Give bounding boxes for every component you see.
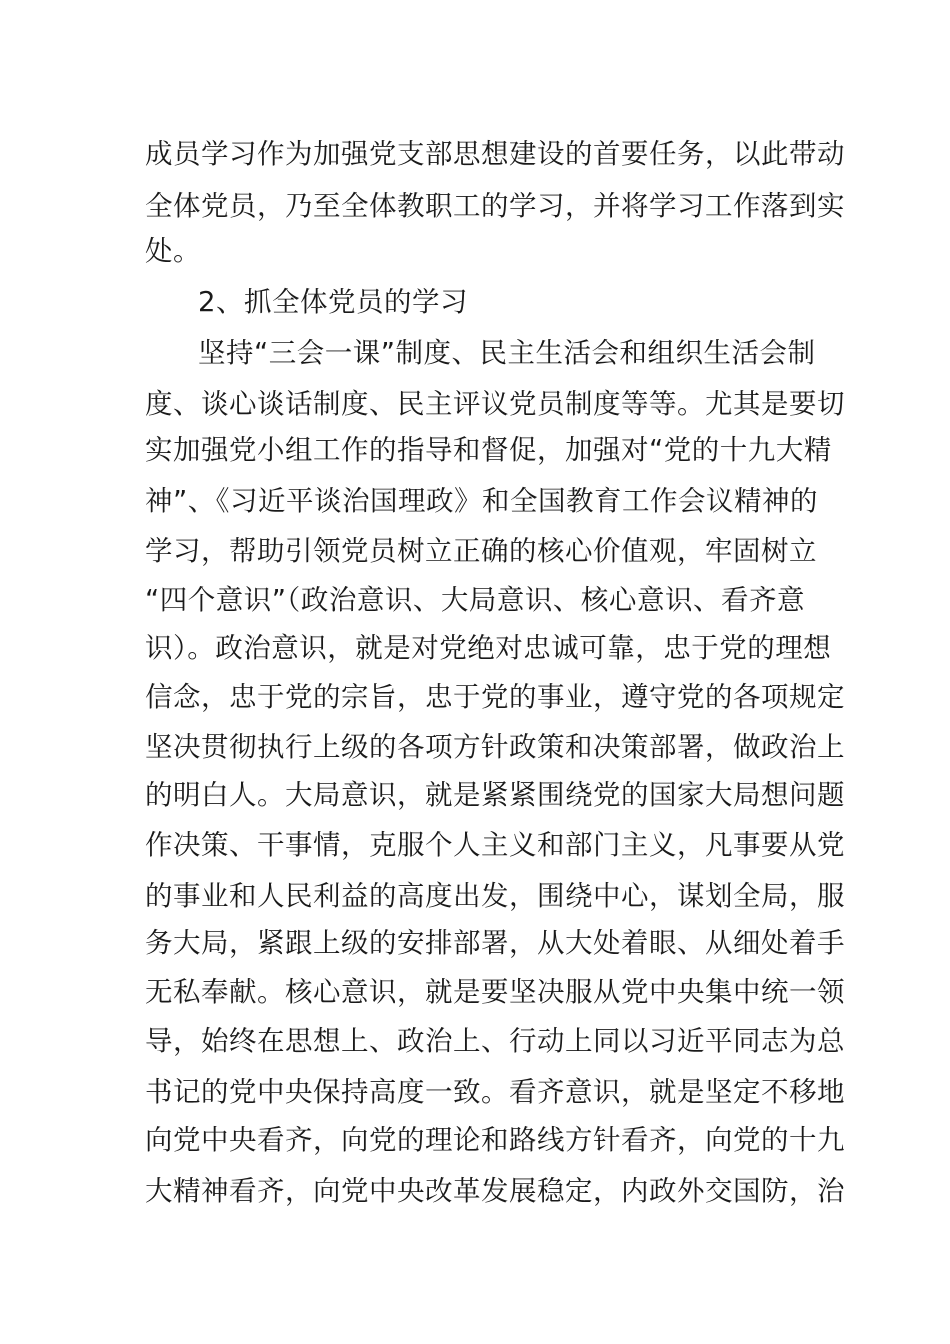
section-heading: 2、抓全体党员的学习 — [198, 286, 468, 318]
paragraph-line: 成员学习作为加强党支部思想建设的首要任务，以此带动 — [145, 138, 845, 170]
paragraph-line: 的事业和人民利益的高度出发，围绕中心，谋划全局，服 — [145, 880, 845, 912]
paragraph-line: 务大局，紧跟上级的安排部署，从大处着眼、从细处着手 — [145, 927, 845, 959]
paragraph-line: 实加强党小组工作的指导和督促，加强对“党的十九大精 — [145, 434, 832, 466]
paragraph-line: 坚决贯彻执行上级的各项方针政策和决策部署，做政治上 — [145, 731, 845, 763]
paragraph-line: “四个意识”（政治意识、大局意识、核心意识、看齐意 — [145, 584, 805, 616]
paragraph-line: 大精神看齐，向党中央改革发展稳定，内政外交国防，治 — [145, 1175, 845, 1207]
paragraph-line: 无私奉献。核心意识，就是要坚决服从党中央集中统一领 — [145, 976, 845, 1008]
paragraph-line: 作决策、干事情，克服个人主义和部门主义，凡事要从党 — [145, 829, 845, 861]
paragraph-line: 导，始终在思想上、政治上、行动上同以习近平同志为总 — [145, 1025, 845, 1057]
paragraph-line: 识）。政治意识，就是对党绝对忠诚可靠，忠于党的理想 — [145, 632, 832, 664]
paragraph-line: 的明白人。大局意识，就是紧紧围绕党的国家大局想问题 — [145, 779, 845, 811]
paragraph-line: 向党中央看齐，向党的理论和路线方针看齐，向党的十九 — [145, 1124, 845, 1156]
paragraph-line: 度、谈心谈话制度、民主评议党员制度等等。尤其是要切 — [145, 388, 845, 420]
paragraph-line: 学习，帮助引领党员树立正确的核心价值观，牢固树立 — [145, 535, 817, 567]
paragraph-line: 神”、《习近平谈治国理政》和全国教育工作会议精神的 — [145, 485, 818, 517]
paragraph-line: 坚持“三会一课”制度、民主生活会和组织生活会制 — [198, 337, 816, 369]
paragraph-line: 处。 — [145, 235, 201, 267]
paragraph-line: 全体党员，乃至全体教职工的学习，并将学习工作落到实 — [145, 190, 845, 222]
paragraph-line: 信念，忠于党的宗旨，忠于党的事业，遵守党的各项规定 — [145, 681, 845, 713]
paragraph-line: 书记的党中央保持高度一致。看齐意识，就是坚定不移地 — [145, 1076, 845, 1108]
